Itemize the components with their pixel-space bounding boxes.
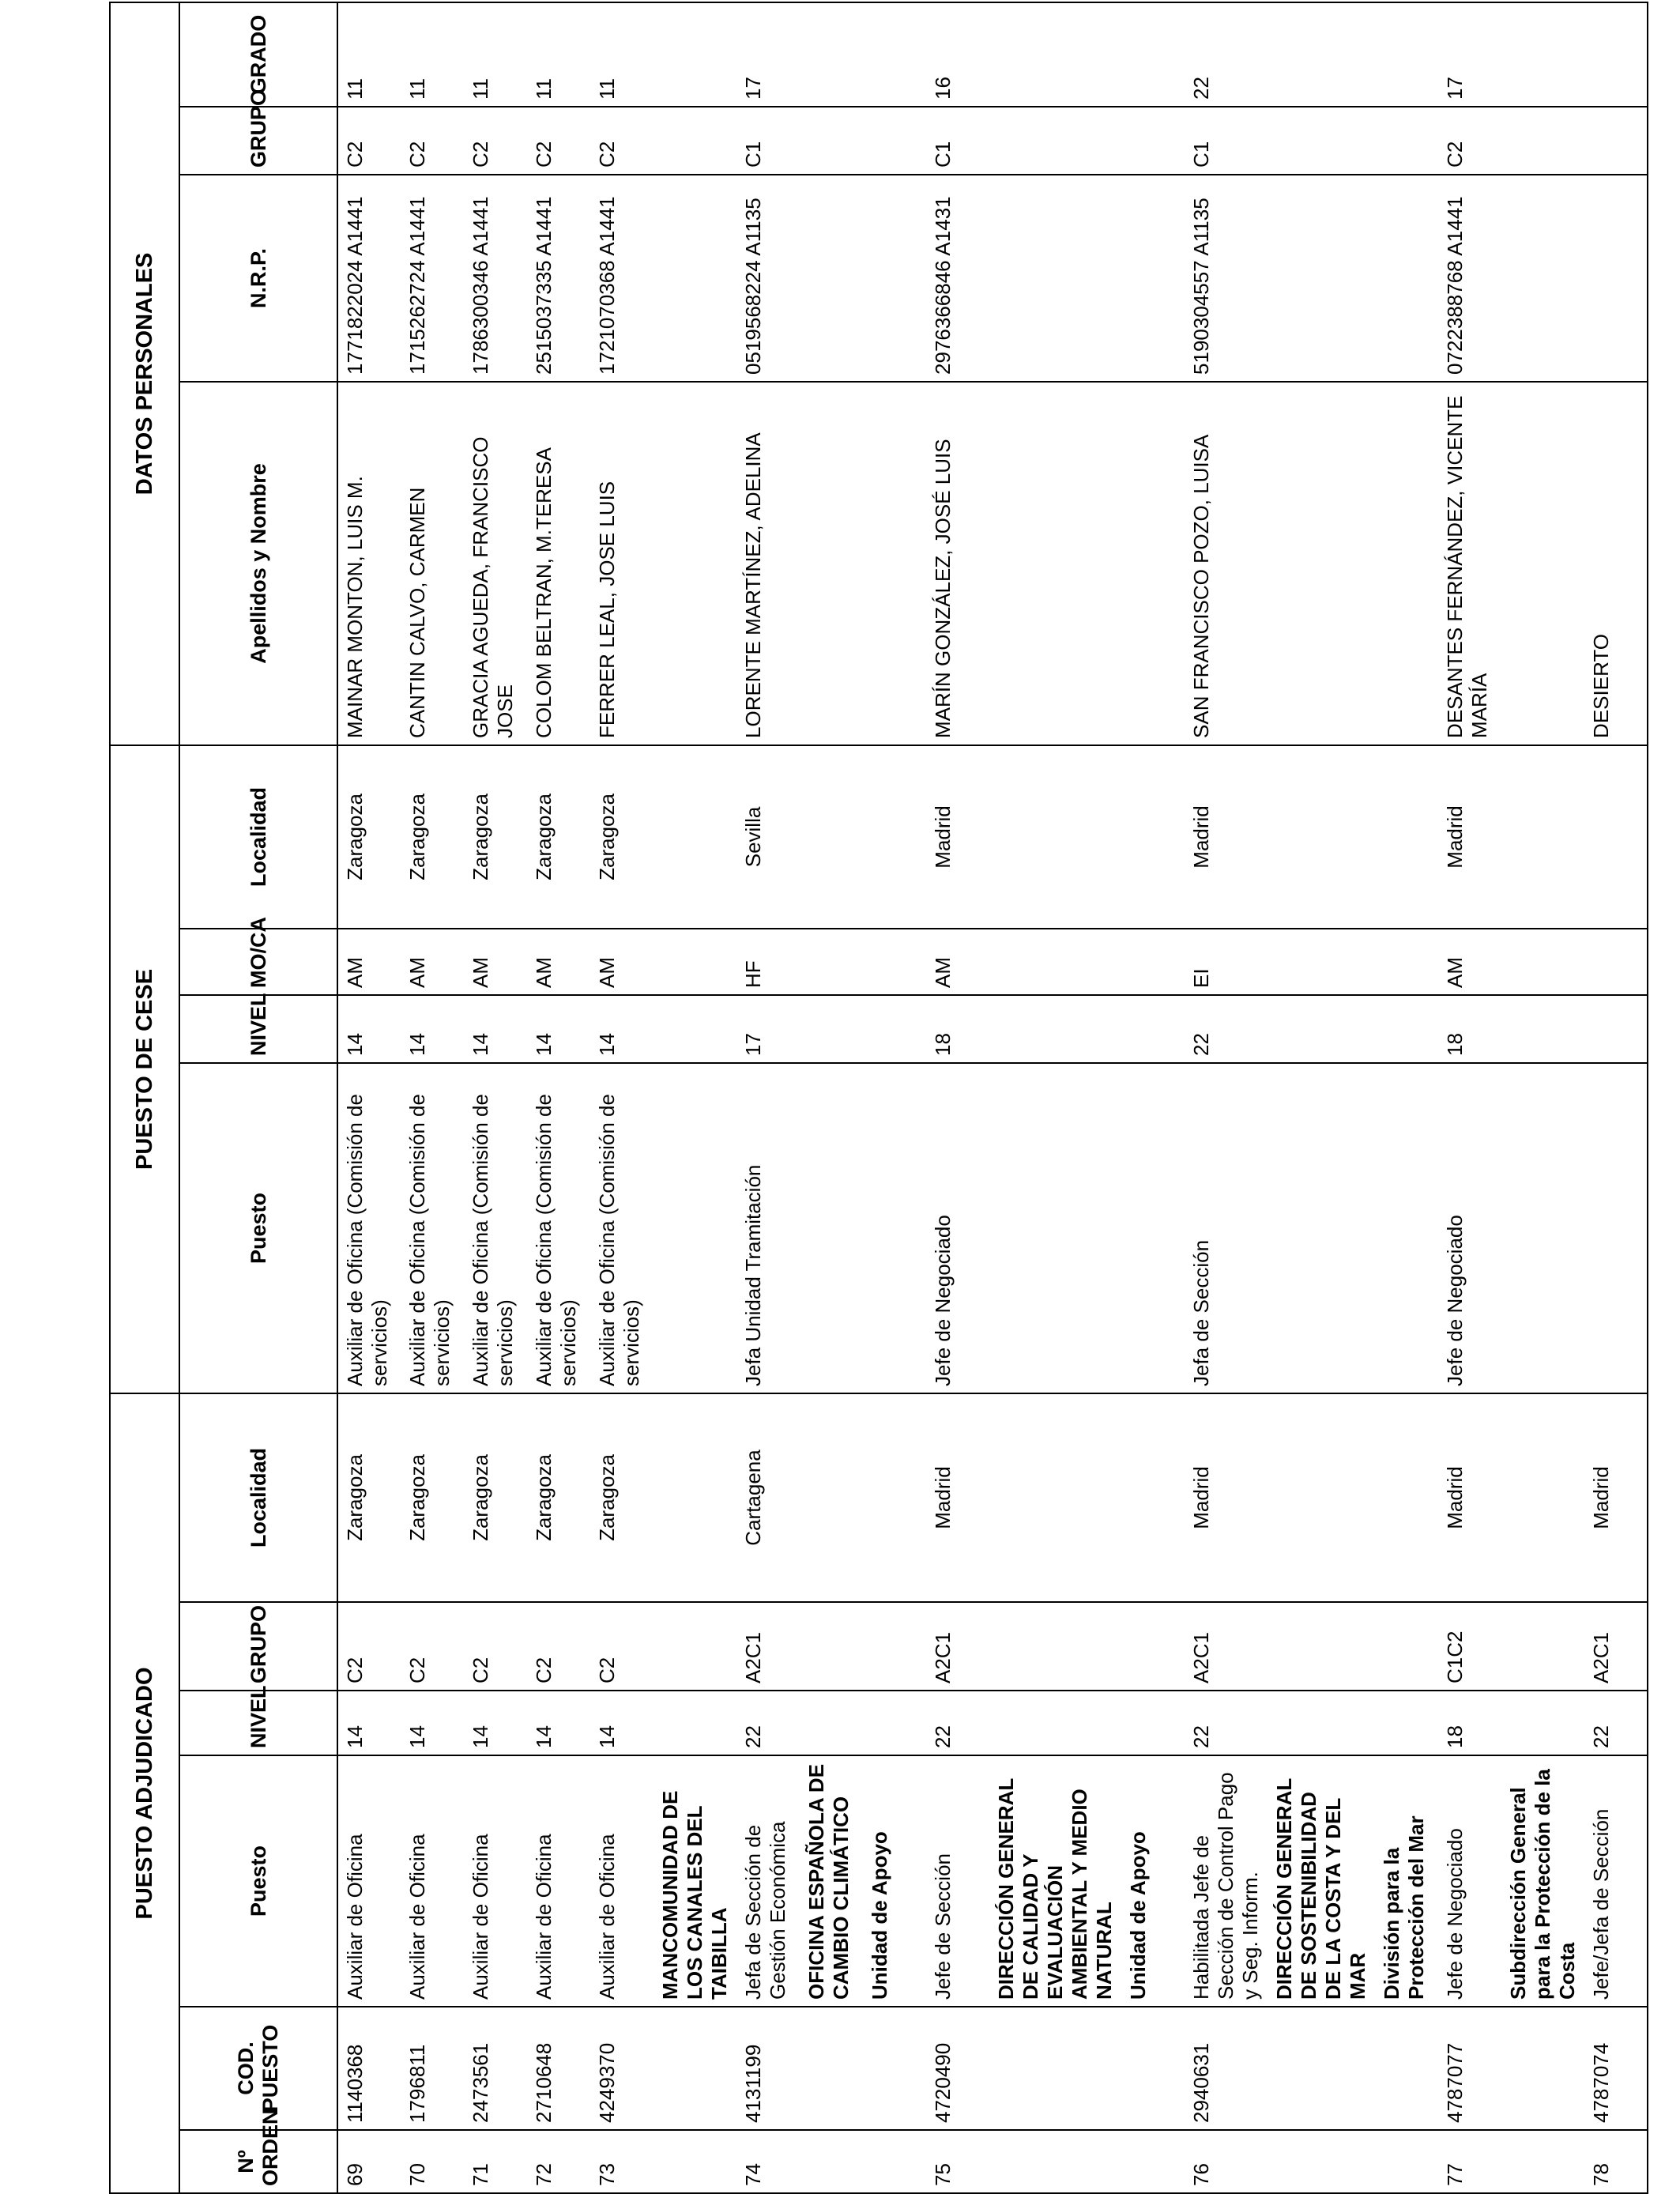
cell-nivel: 22 [1185, 1691, 1268, 1755]
cell-nombre [654, 382, 736, 745]
cell-cese-localidad [1584, 745, 1648, 929]
cell-nrp [1121, 175, 1185, 382]
cell-localidad: Zaragoza [590, 1393, 654, 1602]
cell-cese-localidad: Zaragoza [401, 745, 464, 929]
cell-personal-grupo [800, 107, 863, 175]
cell-orden [1501, 2130, 1584, 2193]
cell-cod-puesto: 4720490 [926, 2007, 989, 2130]
cell-grado: 11 [464, 2, 527, 107]
cell-cese-nivel: 14 [337, 995, 401, 1063]
cell-grado [863, 2, 926, 107]
cell-orden: 75 [926, 2130, 989, 2193]
cell-orden [1375, 2130, 1438, 2193]
cell-moca: AM [926, 929, 989, 995]
cell-nrp [1584, 175, 1648, 382]
cell-personal-grupo [1501, 107, 1584, 175]
cell-cod-puesto [654, 2007, 736, 2130]
cell-localidad: Zaragoza [527, 1393, 590, 1602]
cell-nombre [1375, 382, 1438, 745]
cell-nombre: LORENTE MARTÍNEZ, ADELINA [736, 382, 800, 745]
cell-grado: 17 [1438, 2, 1501, 107]
cell-cese-puesto: Jefe de Negociado [926, 1063, 989, 1393]
cell-cese-puesto: Jefe de Negociado [1438, 1063, 1501, 1393]
cell-grupo [863, 1602, 926, 1691]
col-header-nivel: NIVEL [179, 1691, 337, 1755]
cell-puesto: Auxiliar de Oficina [464, 1755, 527, 2007]
cell-nivel [800, 1691, 863, 1755]
cell-moca [654, 929, 736, 995]
cell-cese-localidad [1501, 745, 1584, 929]
cell-cese-puesto [1375, 1063, 1438, 1393]
cell-personal-grupo [1121, 107, 1185, 175]
cell-moca: AM [337, 929, 401, 995]
rotated-document [109, 3, 1613, 2194]
table-row [1584, 2, 1648, 2193]
col-header-nrp: N.R.P. [179, 175, 337, 382]
cell-cese-puesto [1268, 1063, 1375, 1393]
cell-puesto: Auxiliar de Oficina [590, 1755, 654, 2007]
cell-cese-nivel: 14 [401, 995, 464, 1063]
adjudication-table [109, 2, 1648, 2194]
table-row [590, 2, 654, 2193]
cell-cod-puesto: 1796811 [401, 2007, 464, 2130]
cell-nombre [1121, 382, 1185, 745]
cell-cese-puesto [863, 1063, 926, 1393]
cell-nombre: MARÍN GONZÁLEZ, JOSÉ LUIS [926, 382, 989, 745]
cell-nombre [800, 382, 863, 745]
cell-cod-puesto [863, 2007, 926, 2130]
cell-nivel [1375, 1691, 1438, 1755]
cell-cod-puesto: 4787074 [1584, 2007, 1648, 2130]
group-header-cese: PUESTO DE CESE [110, 745, 179, 1393]
cell-nrp [989, 175, 1121, 382]
col-header-puesto: Puesto [179, 1755, 337, 2007]
cell-cod-puesto: 2710648 [527, 2007, 590, 2130]
cell-puesto: Auxiliar de Oficina [401, 1755, 464, 2007]
group-header-personales: DATOS PERSONALES [110, 2, 179, 745]
cell-cese-puesto: Auxiliar de Oficina (Comisión de servicios) [337, 1063, 401, 1393]
section-row [863, 2, 926, 2193]
cell-cese-puesto [1584, 1063, 1648, 1393]
cell-cese-localidad [1121, 745, 1185, 929]
col-header-moca: MO/CA [179, 929, 337, 995]
cell-cese-localidad: Zaragoza [527, 745, 590, 929]
cell-puesto: Unidad de Apoyo [863, 1755, 926, 2007]
cell-cese-localidad: Madrid [1185, 745, 1268, 929]
cell-localidad [654, 1393, 736, 1602]
cell-cese-nivel [989, 995, 1121, 1063]
cell-personal-grupo: C2 [527, 107, 590, 175]
cell-localidad: Zaragoza [401, 1393, 464, 1602]
cell-localidad [863, 1393, 926, 1602]
cell-cod-puesto: 2940631 [1185, 2007, 1268, 2130]
cell-cod-puesto [1375, 2007, 1438, 2130]
cell-grupo: A2C1 [736, 1602, 800, 1691]
cell-grupo: C1C2 [1438, 1602, 1501, 1691]
cell-grado [1121, 2, 1185, 107]
cell-moca [863, 929, 926, 995]
cell-nrp [1268, 175, 1375, 382]
cell-puesto: División para la Protección del Mar [1375, 1755, 1438, 2007]
cell-nivel: 14 [464, 1691, 527, 1755]
col-header-cese-localidad: Localidad [179, 745, 337, 929]
section-row [1501, 2, 1584, 2193]
cell-personal-grupo: C2 [590, 107, 654, 175]
col-header-personal-grupo: GRUPO [179, 107, 337, 175]
cell-grado: 11 [401, 2, 464, 107]
cell-grupo [800, 1602, 863, 1691]
cell-grupo [1268, 1602, 1375, 1691]
col-header-cod-puesto: COD. PUESTO [179, 2007, 337, 2130]
cell-cese-puesto: Jefa de Sección [1185, 1063, 1268, 1393]
cell-cese-nivel [1584, 995, 1648, 1063]
cell-orden [800, 2130, 863, 2193]
cell-nivel [989, 1691, 1121, 1755]
cell-grado [654, 2, 736, 107]
group-header-row [110, 2, 179, 2193]
cell-grado: 11 [590, 2, 654, 107]
cell-cese-localidad [989, 745, 1121, 929]
cell-nivel [1268, 1691, 1375, 1755]
cell-cese-nivel [863, 995, 926, 1063]
cell-nrp [1501, 175, 1584, 382]
cell-puesto: MANCOMUNIDAD DE LOS CANALES DEL TAIBILLA [654, 1755, 736, 2007]
table-row [736, 2, 800, 2193]
cell-cese-localidad [1375, 745, 1438, 929]
col-header-apellidos: Apellidos y Nombre [179, 382, 337, 745]
cell-nrp: 1715262724 A1441 [401, 175, 464, 382]
cell-cod-puesto: 2473561 [464, 2007, 527, 2130]
cell-cese-localidad: Sevilla [736, 745, 800, 929]
cell-localidad [1501, 1393, 1584, 1602]
cell-cese-puesto: Auxiliar de Oficina (Comisión de servicios) [464, 1063, 527, 1393]
cell-moca: HF [736, 929, 800, 995]
col-header-localidad: Localidad [179, 1393, 337, 1602]
cell-localidad: Madrid [1584, 1393, 1648, 1602]
cell-localidad: Cartagena [736, 1393, 800, 1602]
section-row [989, 2, 1121, 2193]
cell-moca: EI [1185, 929, 1268, 995]
cell-grupo [654, 1602, 736, 1691]
cell-nombre: GRACIA AGUEDA, FRANCISCO JOSE [464, 382, 527, 745]
cell-cese-nivel [1375, 995, 1438, 1063]
cell-cese-puesto [654, 1063, 736, 1393]
cell-nrp: 0722388768 A1441 [1438, 175, 1501, 382]
cell-grado: 11 [337, 2, 401, 107]
cell-orden [989, 2130, 1121, 2193]
cell-nivel [654, 1691, 736, 1755]
cell-moca: AM [590, 929, 654, 995]
cell-nombre [1268, 382, 1375, 745]
cell-orden [654, 2130, 736, 2193]
cell-grupo: C2 [337, 1602, 401, 1691]
cell-cese-nivel [1268, 995, 1375, 1063]
cell-localidad [800, 1393, 863, 1602]
cell-grupo [1501, 1602, 1584, 1691]
cell-grado [1501, 2, 1584, 107]
cell-grado: 17 [736, 2, 800, 107]
cell-grado [1375, 2, 1438, 107]
cell-localidad: Madrid [1185, 1393, 1268, 1602]
table-row [464, 2, 527, 2193]
cell-puesto: Jefa de Sección de Gestión Económica [736, 1755, 800, 2007]
cell-moca [1375, 929, 1438, 995]
cell-moca [800, 929, 863, 995]
cell-cese-nivel: 14 [527, 995, 590, 1063]
cell-grado [1268, 2, 1375, 107]
cell-moca [1501, 929, 1584, 995]
col-header-orden: Nº ORDEN [179, 2130, 337, 2193]
cell-cese-localidad [863, 745, 926, 929]
cell-orden [863, 2130, 926, 2193]
cell-nivel: 18 [1438, 1691, 1501, 1755]
cell-grado [1584, 2, 1648, 107]
cell-moca [989, 929, 1121, 995]
cell-orden: 74 [736, 2130, 800, 2193]
cell-cese-puesto: Auxiliar de Oficina (Comisión de servicios) [590, 1063, 654, 1393]
table-row [1438, 2, 1501, 2193]
cell-orden: 71 [464, 2130, 527, 2193]
cell-moca [1584, 929, 1648, 995]
cell-personal-grupo [989, 107, 1121, 175]
cell-cese-localidad: Zaragoza [337, 745, 401, 929]
section-row [1121, 2, 1185, 2193]
cell-cese-nivel: 14 [590, 995, 654, 1063]
table-row [1185, 2, 1268, 2193]
cell-orden: 77 [1438, 2130, 1501, 2193]
cell-cese-nivel: 18 [1438, 995, 1501, 1063]
cell-orden: 69 [337, 2130, 401, 2193]
cell-orden: 76 [1185, 2130, 1268, 2193]
cell-moca [1121, 929, 1185, 995]
group-header-adjudicado: PUESTO ADJUDICADO [110, 1393, 179, 2193]
col-header-grupo: GRUPO [179, 1602, 337, 1691]
cell-cese-localidad [654, 745, 736, 929]
cell-personal-grupo [1584, 107, 1648, 175]
cell-grupo: A2C1 [926, 1602, 989, 1691]
cell-cese-localidad: Madrid [926, 745, 989, 929]
cell-grupo [1375, 1602, 1438, 1691]
cell-nombre: FERRER LEAL, JOSE LUIS [590, 382, 654, 745]
cell-nombre: MAINAR MONTON, LUIS M. [337, 382, 401, 745]
cell-moca: AM [464, 929, 527, 995]
cell-nrp: 5190304557 A1135 [1185, 175, 1268, 382]
cell-nivel: 22 [736, 1691, 800, 1755]
cell-puesto: Habilitada Jefe de Sección de Control Pago y Seg. Inform. [1185, 1755, 1268, 2007]
cell-localidad [1268, 1393, 1375, 1602]
cell-cese-puesto [1501, 1063, 1584, 1393]
cell-cod-puesto [800, 2007, 863, 2130]
cell-orden: 73 [590, 2130, 654, 2193]
table-body [337, 2, 1648, 2193]
cell-orden: 70 [401, 2130, 464, 2193]
cell-nivel: 14 [590, 1691, 654, 1755]
cell-grupo: C2 [590, 1602, 654, 1691]
cell-grupo: C2 [464, 1602, 527, 1691]
table-row [926, 2, 989, 2193]
cell-nrp: 1771822024 A1441 [337, 175, 401, 382]
cell-cod-puesto [1268, 2007, 1375, 2130]
cell-nrp: 0519568224 A1135 [736, 175, 800, 382]
table-row [337, 2, 401, 2193]
cell-nivel [863, 1691, 926, 1755]
cell-cod-puesto [1501, 2007, 1584, 2130]
cell-cod-puesto: 4131199 [736, 2007, 800, 2130]
section-row [800, 2, 863, 2193]
table-row [401, 2, 464, 2193]
column-header-row [179, 2, 337, 2193]
cell-puesto: DIRECCIÓN GENERAL DE SOSTENIBILIDAD DE LA COSTA Y DEL MAR [1268, 1755, 1375, 2007]
cell-personal-grupo: C1 [1185, 107, 1268, 175]
cell-nrp: 1786300346 A1441 [464, 175, 527, 382]
cell-nrp [863, 175, 926, 382]
cell-personal-grupo: C1 [926, 107, 989, 175]
cell-cese-puesto [1121, 1063, 1185, 1393]
cell-cese-nivel: 17 [736, 995, 800, 1063]
cell-nivel: 22 [926, 1691, 989, 1755]
cell-puesto: OFICINA ESPAÑOLA DE CAMBIO CLIMÁTICO [800, 1755, 863, 2007]
cell-nrp: 2976366846 A1431 [926, 175, 989, 382]
cell-personal-grupo: C2 [1438, 107, 1501, 175]
cell-personal-grupo: C2 [337, 107, 401, 175]
cell-moca: AM [527, 929, 590, 995]
cell-nombre [989, 382, 1121, 745]
cell-nrp: 2515037335 A1441 [527, 175, 590, 382]
cell-cese-localidad [800, 745, 863, 929]
cell-grupo: C2 [527, 1602, 590, 1691]
cell-grado: 22 [1185, 2, 1268, 107]
cell-cese-nivel: 14 [464, 995, 527, 1063]
cell-puesto: Jefe de Sección [926, 1755, 989, 2007]
cell-orden: 78 [1584, 2130, 1648, 2193]
cell-cese-nivel: 18 [926, 995, 989, 1063]
cell-grado: 16 [926, 2, 989, 107]
section-row [1375, 2, 1438, 2193]
cell-grado [800, 2, 863, 107]
cell-cod-puesto [989, 2007, 1121, 2130]
cell-puesto: Jefe/Jefa de Sección [1584, 1755, 1648, 2007]
cell-localidad [1375, 1393, 1438, 1602]
cell-puesto: Auxiliar de Oficina [527, 1755, 590, 2007]
cell-nivel [1501, 1691, 1584, 1755]
cell-orden: 72 [527, 2130, 590, 2193]
cell-localidad: Madrid [926, 1393, 989, 1602]
cell-nrp [654, 175, 736, 382]
cell-cod-puesto: 4787077 [1438, 2007, 1501, 2130]
cell-localidad [1121, 1393, 1185, 1602]
cell-nombre: COLOM BELTRAN, M.TERESA [527, 382, 590, 745]
cell-cese-nivel [654, 995, 736, 1063]
cell-cese-puesto [800, 1063, 863, 1393]
cell-localidad: Zaragoza [337, 1393, 401, 1602]
cell-grupo [1121, 1602, 1185, 1691]
cell-orden [1121, 2130, 1185, 2193]
cell-cod-puesto [1121, 2007, 1185, 2130]
cell-cese-puesto: Jefa Unidad Tramitación [736, 1063, 800, 1393]
table-row [527, 2, 590, 2193]
cell-cese-localidad: Zaragoza [464, 745, 527, 929]
cell-puesto: Jefe de Negociado [1438, 1755, 1501, 2007]
cell-localidad: Zaragoza [464, 1393, 527, 1602]
cell-nrp: 1721070368 A1441 [590, 175, 654, 382]
cell-grado: 11 [527, 2, 590, 107]
cell-grupo [989, 1602, 1121, 1691]
cell-grupo: A2C1 [1185, 1602, 1268, 1691]
cell-grupo: C2 [401, 1602, 464, 1691]
cell-nivel: 14 [527, 1691, 590, 1755]
cell-nivel: 14 [337, 1691, 401, 1755]
cell-nombre: SAN FRANCISCO POZO, LUISA [1185, 382, 1268, 745]
cell-localidad [989, 1393, 1121, 1602]
col-header-cese-puesto: Puesto [179, 1063, 337, 1393]
cell-grupo: A2C1 [1584, 1602, 1648, 1691]
cell-personal-grupo [1268, 107, 1375, 175]
cell-puesto: Subdirección General para la Protección de la Costa [1501, 1755, 1584, 2007]
cell-nombre [1501, 382, 1584, 745]
cell-cese-localidad: Madrid [1438, 745, 1501, 929]
cell-cod-puesto: 4249370 [590, 2007, 654, 2130]
col-header-grado: GRADO [179, 2, 337, 107]
cell-personal-grupo [654, 107, 736, 175]
cell-moca [1268, 929, 1375, 995]
cell-nivel: 22 [1584, 1691, 1648, 1755]
cell-nombre: DESANTES FERNÁNDEZ, VICENTE MARÍA [1438, 382, 1501, 745]
cell-nombre: CANTIN CALVO, CARMEN [401, 382, 464, 745]
cell-puesto: DIRECCIÓN GENERAL DE CALIDAD Y EVALUACIÓN AMBIENTAL Y MEDIO NATURAL [989, 1755, 1121, 2007]
cell-orden [1268, 2130, 1375, 2193]
cell-nivel [1121, 1691, 1185, 1755]
cell-cese-nivel [800, 995, 863, 1063]
cell-grado [989, 2, 1121, 107]
col-header-cese-nivel: NIVEL [179, 995, 337, 1063]
cell-nivel: 14 [401, 1691, 464, 1755]
cell-nombre [863, 382, 926, 745]
cell-cese-localidad: Zaragoza [590, 745, 654, 929]
cell-moca: AM [401, 929, 464, 995]
cell-cese-puesto [989, 1063, 1121, 1393]
cell-personal-grupo: C2 [464, 107, 527, 175]
section-row [654, 2, 736, 2193]
cell-nombre: DESIERTO [1584, 382, 1648, 745]
cell-personal-grupo: C2 [401, 107, 464, 175]
cell-moca: AM [1438, 929, 1501, 995]
cell-cese-nivel [1121, 995, 1185, 1063]
cell-cese-puesto: Auxiliar de Oficina (Comisión de servicios) [401, 1063, 464, 1393]
cell-personal-grupo [1375, 107, 1438, 175]
cell-cese-nivel: 22 [1185, 995, 1268, 1063]
cell-puesto: Auxiliar de Oficina [337, 1755, 401, 2007]
cell-cese-puesto: Auxiliar de Oficina (Comisión de servicios) [527, 1063, 590, 1393]
cell-cese-localidad [1268, 745, 1375, 929]
cell-localidad: Madrid [1438, 1393, 1501, 1602]
cell-nrp [800, 175, 863, 382]
cell-nrp [1375, 175, 1438, 382]
section-row [1268, 2, 1375, 2193]
cell-personal-grupo: C1 [736, 107, 800, 175]
cell-cod-puesto: 1140368 [337, 2007, 401, 2130]
cell-puesto: Unidad de Apoyo [1121, 1755, 1185, 2007]
cell-personal-grupo [863, 107, 926, 175]
cell-cese-nivel [1501, 995, 1584, 1063]
